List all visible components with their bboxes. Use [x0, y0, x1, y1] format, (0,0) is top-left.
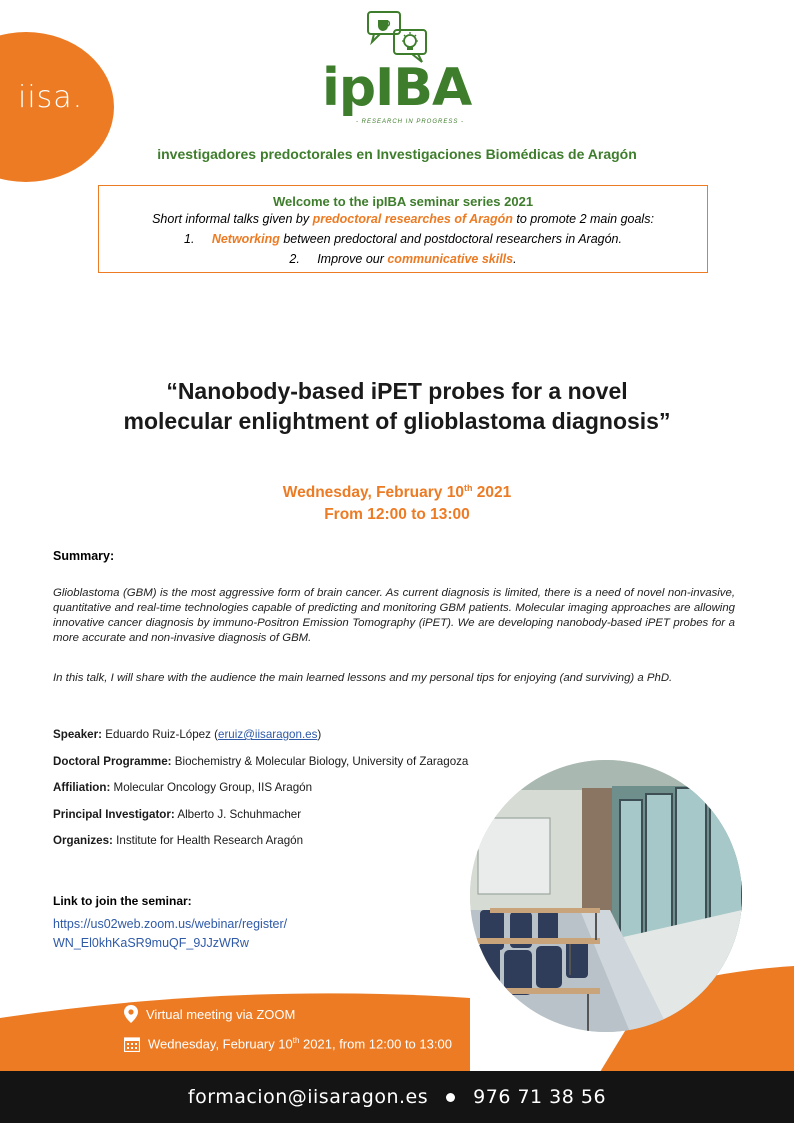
summary-paragraph-1: Glioblastoma (GBM) is the most aggressive form of brain cancer. As current diagnosis is limited, there is a need of novel non-invasive, quantitative and real-time technologies capable of predicting and monitoring GBM patients. Molecular imaging approaches are allowing innovative cancer diagnosis by immuno-Positron Emission Tomography (iPET). We are developing nanobody-based iPET probes for a more accurate and non-invasive diagnosis of GBM.: [53, 587, 735, 644]
programme-row: [53, 755, 468, 768]
welcome-intro-text: Short informal talks given by: [152, 212, 313, 226]
pi-label: Principal Investigator:: [53, 808, 175, 821]
organizes-value: Institute for Health Research Aragón: [116, 834, 304, 847]
talk-title-line-1: “Nanobody-based iPET probes for a novel: [166, 378, 628, 404]
talk-date: [0, 477, 794, 526]
goal-2-highlight: communicative skills: [387, 252, 514, 266]
calendar-icon: [124, 1036, 140, 1052]
welcome-intro: [99, 209, 707, 229]
affiliation-row: [53, 781, 312, 794]
talk-title-line-2: molecular enlightment of glioblastoma diagnosis”: [123, 408, 671, 434]
speaker-value: Eduardo Ruiz-López (: [105, 728, 218, 741]
talk-date-year: 2021: [472, 484, 512, 502]
ipiba-logo-subtitle: - RESEARCH IN PROGRESS -: [356, 119, 465, 125]
welcome-title: Welcome to the ipIBA seminar series 2021: [272, 194, 534, 209]
meeting-date-text: Wednesday, February 10: [148, 1036, 293, 1052]
speaker-row: [53, 728, 321, 741]
goal-2-post: .: [513, 252, 517, 266]
welcome-goal-1: [99, 229, 707, 249]
footer-phone[interactable]: 976 71 38 56: [473, 1086, 607, 1108]
footer-bar: [0, 1071, 794, 1123]
goal-2-pre: Improve our: [317, 252, 388, 266]
summary-heading: Summary:: [53, 549, 115, 563]
affiliation-label: Affiliation:: [53, 781, 111, 794]
welcome-intro-post: to promote 2 main goals:: [512, 212, 654, 226]
summary-paragraph-2: In this talk, I will share with the audience the main learned lessons and my personal tips for enjoying (and surviving) a PhD.: [53, 672, 673, 684]
talk-time: From 12:00 to 13:00: [324, 506, 470, 524]
affiliation-value: Molecular Oncology Group, IIS Aragón: [113, 781, 313, 794]
organizes-label: Organizes:: [53, 834, 113, 847]
goal-1-number: 1.: [184, 232, 195, 246]
pi-row: [53, 808, 301, 821]
meeting-location-row: [124, 1005, 295, 1023]
link-heading: Link to join the seminar:: [53, 894, 192, 908]
footer-email[interactable]: formacion@iisaragon.es: [187, 1086, 429, 1108]
seminar-link[interactable]: [53, 915, 287, 953]
programme-label: Doctoral Programme:: [53, 755, 172, 768]
meeting-date: [148, 1036, 452, 1051]
tagline: investigadores predoctorales en Investigaciones Biomédicas de Aragón: [157, 146, 637, 162]
goal-2-number: 2.: [289, 252, 300, 266]
talk-date-text: Wednesday, February 10: [282, 484, 464, 502]
footer-separator-dot: [446, 1093, 455, 1102]
meeting-date-sup: th: [292, 1036, 300, 1046]
talk-date-line: [0, 477, 794, 504]
organizes-row: [53, 834, 303, 847]
meeting-date-row: [124, 1036, 452, 1052]
welcome-intro-highlight: predoctoral researches of Aragón: [312, 212, 513, 226]
welcome-goal-2: [99, 249, 707, 269]
meeting-date-post: 2021, from 12:00 to 13:00: [299, 1036, 452, 1052]
location-pin-icon: [124, 1005, 138, 1023]
programme-value: Biochemistry & Molecular Biology, University of Zaragoza: [174, 755, 469, 768]
ipiba-logo: ipIBA: [322, 58, 472, 118]
seminar-link-line-1[interactable]: https://us02web.zoom.us/webinar/register/: [53, 917, 288, 931]
classroom-photo: [470, 760, 742, 1032]
speaker-email-link[interactable]: eruiz@iisaragon.es: [218, 728, 318, 741]
seminar-link-line-2[interactable]: WN_El0khKaSR9muQF_9JJzWRw: [53, 936, 249, 950]
goal-1-highlight: Networking: [211, 232, 280, 246]
talk-date-sup: th: [463, 483, 473, 493]
talk-title: [0, 376, 794, 436]
pi-value: Alberto J. Schuhmacher: [177, 808, 302, 821]
speaker-close: ): [317, 728, 322, 741]
speaker-label: Speaker:: [53, 728, 102, 741]
meeting-location: Virtual meeting via ZOOM: [146, 1006, 296, 1022]
iisa-logo: iisa.: [18, 80, 84, 115]
welcome-box: [98, 185, 708, 273]
goal-1-text: between predoctoral and postdoctoral researchers in Aragón.: [279, 232, 622, 246]
speech-bubble-cup-icon: [368, 12, 400, 42]
